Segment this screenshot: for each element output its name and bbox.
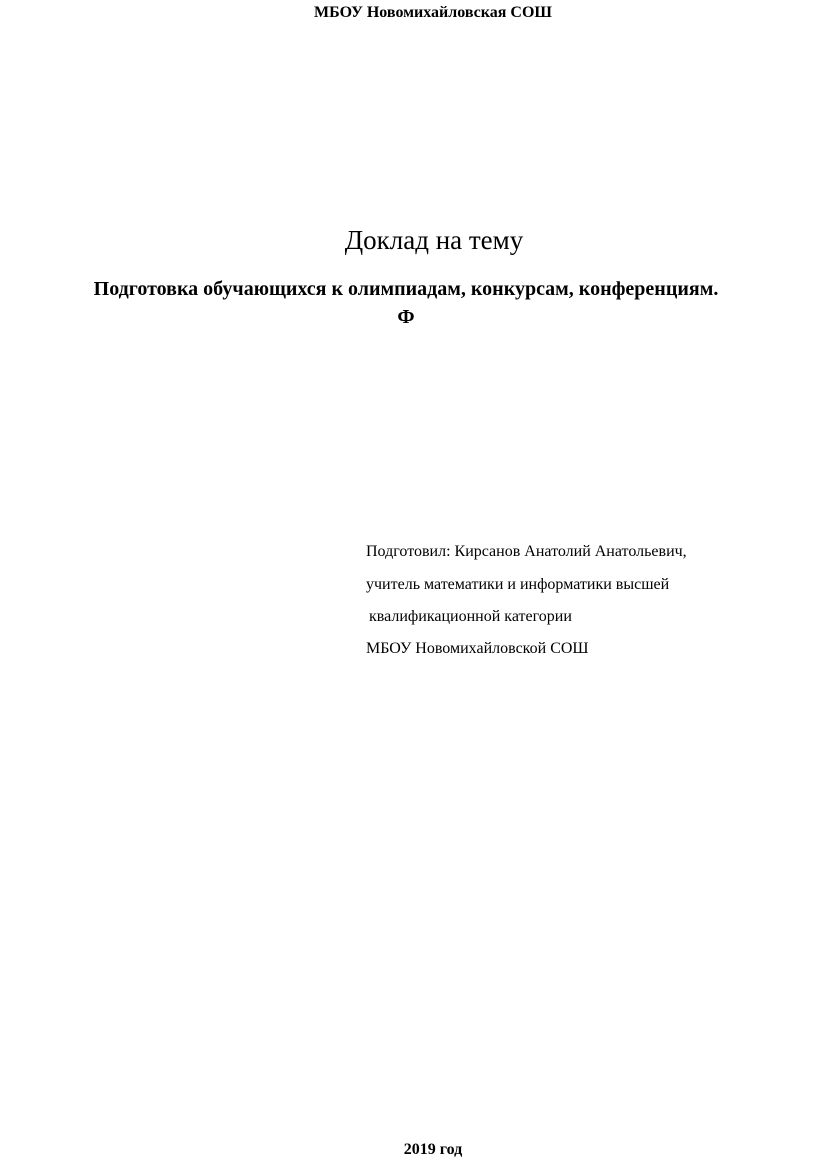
author-school-line: МБОУ Новомихайловской СОШ <box>366 640 589 657</box>
author-position-line: учитель математики и информатики высшей <box>366 576 670 593</box>
school-header: МБОУ Новомихайловская СОШ <box>314 4 552 21</box>
report-title-line-1: Подготовка обучающихся к олимпиадам, конкурсам, конференциям. <box>93 278 719 300</box>
report-label: Доклад на тему <box>344 225 524 255</box>
report-title-line-2: Ф <box>397 306 415 328</box>
author-category-line: квалификационной категории <box>369 608 572 625</box>
author-name-line: Подготовил: Кирсанов Анатолий Анатольевич, <box>366 543 687 560</box>
document-year: 2019 год <box>403 1141 463 1158</box>
